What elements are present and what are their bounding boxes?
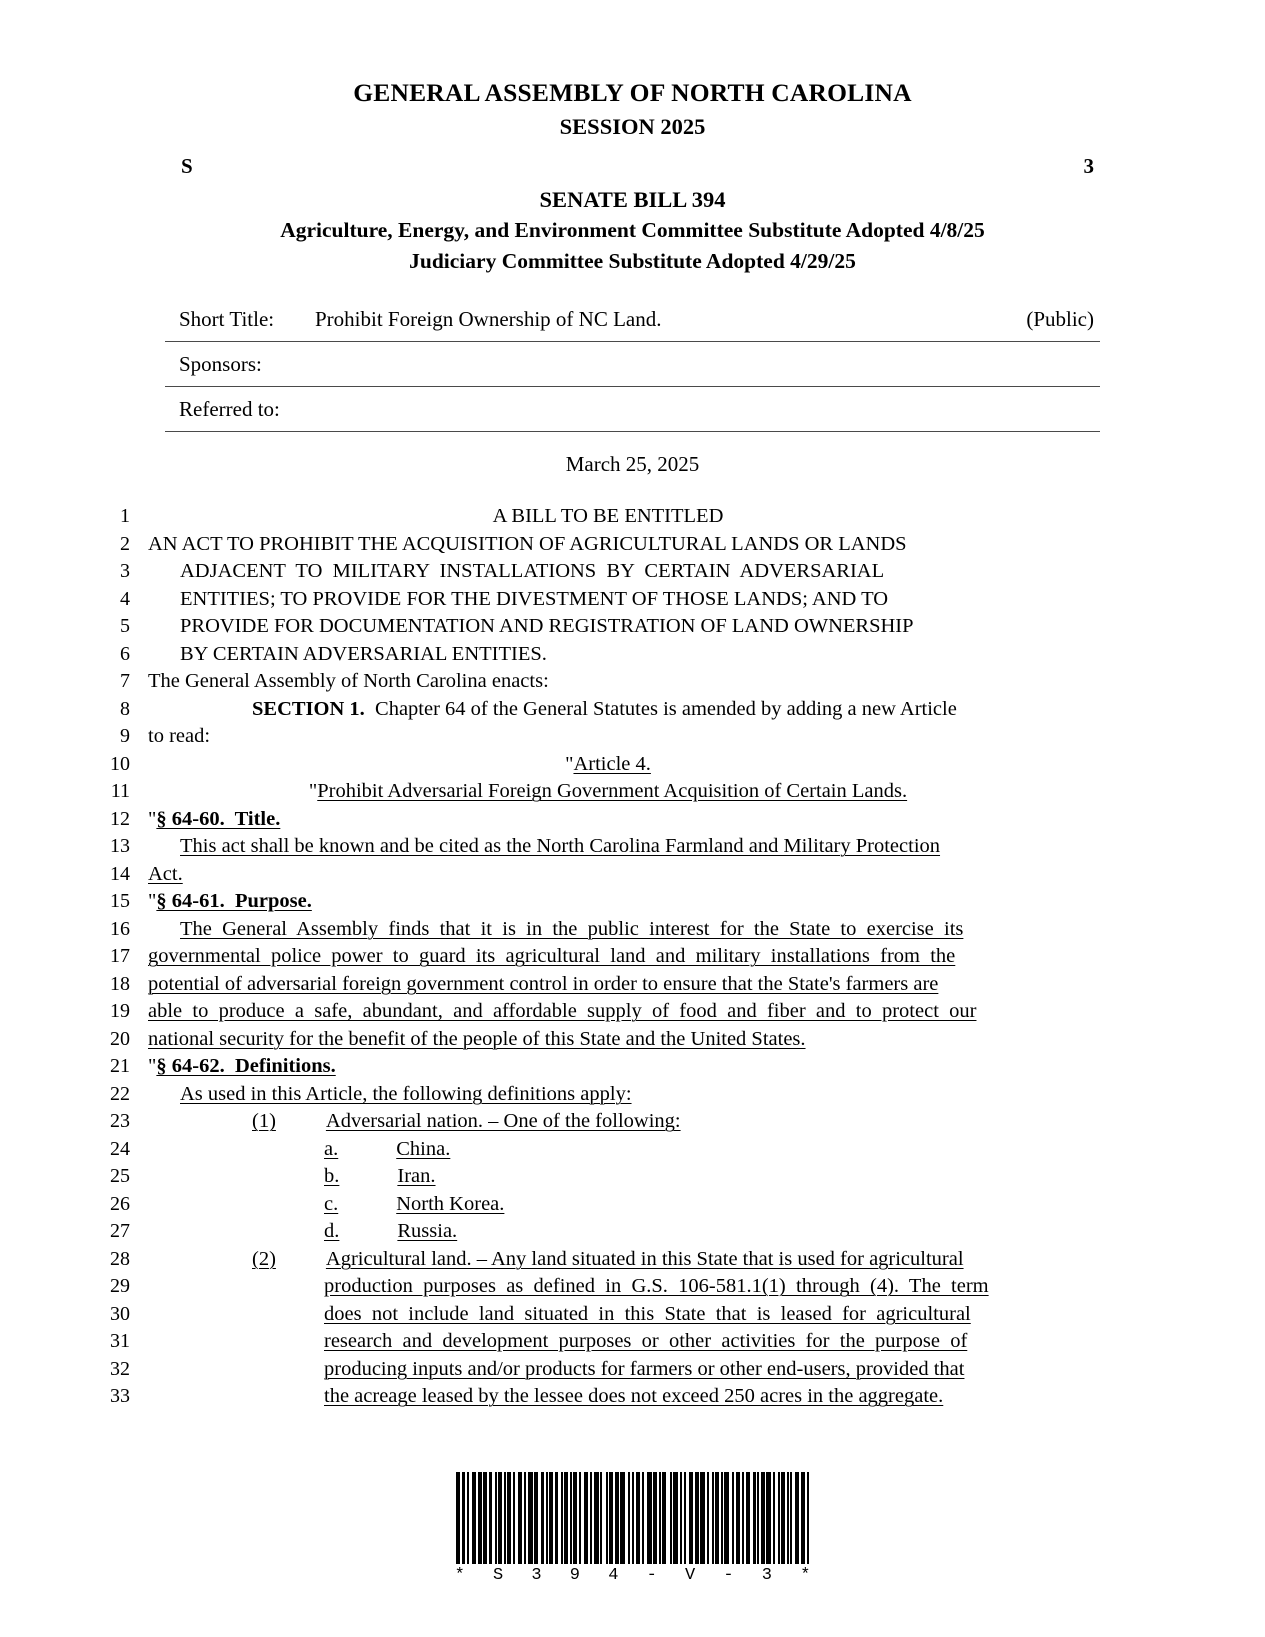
line-text: "§ 64-61. Purpose. — [148, 890, 312, 913]
filing-date: March 25, 2025 — [565, 452, 700, 477]
bill-text-body — [0, 505, 1265, 1413]
bill-line — [0, 1083, 1265, 1111]
bill-line — [0, 1193, 1265, 1221]
line-text: able to produce a safe, abundant, and affordable supply of food and fiber and to protect our — [148, 1000, 977, 1023]
bill-line — [0, 643, 1265, 671]
line-number: 12 — [110, 807, 130, 830]
line-text: A BILL TO BE ENTITLED — [492, 505, 724, 528]
bill-line — [0, 1028, 1265, 1056]
line-number: 28 — [110, 1247, 130, 1270]
line-number: 16 — [110, 917, 130, 940]
bill-line — [0, 1303, 1265, 1331]
line-number: 18 — [110, 972, 130, 995]
line-text: SECTION 1. Chapter 64 of the General Statutes is amended by adding a new Article — [252, 697, 957, 720]
bill-number: SENATE BILL 394 — [539, 186, 726, 212]
line-number: 23 — [110, 1110, 130, 1133]
bill-identification-block — [0, 186, 1265, 276]
bill-line — [0, 863, 1265, 891]
line-text: does not include land situated in this State that is leased for agricultural — [324, 1302, 971, 1325]
line-text: ENTITIES; TO PROVIDE FOR THE DIVESTMENT OF THOSE LANDS; AND TO — [180, 587, 889, 610]
line-number: 1 — [120, 505, 130, 528]
line-text: production purposes as defined in G.S. 106-581.1(1) through (4). The term — [324, 1275, 989, 1298]
bill-line — [0, 505, 1265, 533]
line-number: 14 — [110, 862, 130, 885]
line-text: As used in this Article, the following definitions apply: — [180, 1082, 632, 1105]
line-number: 11 — [110, 780, 130, 803]
short-title-label: Short Title: — [179, 306, 275, 331]
bill-line — [0, 1358, 1265, 1386]
line-text: c. North Korea. — [324, 1192, 505, 1215]
line-text: national security for the benefit of the people of this State and the United States. — [148, 1027, 806, 1050]
bill-line — [0, 615, 1265, 643]
line-text: This act shall be known and be cited as the North Carolina Farmland and Military Protection — [180, 835, 941, 858]
line-number: 20 — [110, 1027, 130, 1050]
line-number: 29 — [110, 1275, 130, 1298]
masthead — [0, 0, 1265, 140]
bill-line — [0, 670, 1265, 698]
line-number: 4 — [120, 587, 130, 610]
bill-line — [0, 725, 1265, 753]
line-number: 24 — [110, 1137, 130, 1160]
line-text: research and development purposes or other activities for the purpose of — [324, 1330, 968, 1353]
line-text: b. Iran. — [324, 1165, 436, 1188]
line-text: d. Russia. — [324, 1220, 458, 1243]
line-number: 3 — [120, 560, 130, 583]
line-text: potential of adversarial foreign government control in order to ensure that the State's farmers are — [148, 972, 939, 995]
bill-line — [0, 533, 1265, 561]
barcode-block — [0, 1459, 1265, 1585]
committee-substitute-1: Agriculture, Energy, and Environment Committee Substitute Adopted 4/8/25 — [280, 217, 985, 242]
bill-line — [0, 698, 1265, 726]
line-number: 13 — [110, 835, 130, 858]
line-number: 10 — [110, 752, 130, 775]
line-number: 6 — [120, 642, 130, 665]
line-number: 17 — [110, 945, 130, 968]
line-number: 19 — [110, 1000, 130, 1023]
barcode-label: * S 3 9 4 - V - 3 * — [454, 1566, 820, 1585]
committee-substitute-2: Judiciary Committee Substitute Adopted 4/29/25 — [409, 249, 856, 274]
line-number: 21 — [110, 1055, 130, 1078]
bill-line — [0, 918, 1265, 946]
line-text: "§ 64-62. Definitions. — [148, 1055, 336, 1078]
chamber-letter: S — [181, 153, 193, 178]
line-number: 33 — [110, 1385, 130, 1408]
line-text: ADJACENT TO MILITARY INSTALLATIONS BY CERTAIN ADVERSARIAL — [180, 560, 885, 583]
bill-line — [0, 560, 1265, 588]
short-title-value: Prohibit Foreign Ownership of NC Land. — [315, 306, 662, 331]
line-text: governmental police power to guard its agricultural land and military installations from the — [148, 945, 956, 968]
line-text: (1) Adversarial nation. – One of the following: — [252, 1110, 681, 1133]
bill-line — [0, 1385, 1265, 1413]
line-text: to read: — [148, 725, 211, 748]
bill-line — [0, 1220, 1265, 1248]
barcode-image — [456, 1472, 809, 1564]
bill-line — [0, 780, 1265, 808]
bill-line — [0, 1138, 1265, 1166]
edition-number: 3 — [1083, 153, 1094, 178]
bill-line — [0, 890, 1265, 918]
line-text: "Article 4. — [565, 752, 651, 775]
bill-line — [0, 1000, 1265, 1028]
bill-line — [0, 1275, 1265, 1303]
line-text: the acreage leased by the lessee does not exceed 250 acres in the aggregate. — [324, 1385, 944, 1408]
bill-line — [0, 1055, 1265, 1083]
line-text: a. China. — [324, 1137, 451, 1160]
line-text: Act. — [148, 862, 183, 885]
line-number: 32 — [110, 1357, 130, 1380]
line-text: "Prohibit Adversarial Foreign Government Acquisition of Certain Lands. — [308, 780, 908, 803]
bill-line — [0, 835, 1265, 863]
bill-line — [0, 753, 1265, 781]
line-text: The General Assembly finds that it is in the public interest for the State to exercise its — [180, 917, 964, 940]
line-text: The General Assembly of North Carolina enacts: — [148, 670, 549, 693]
public-marker: (Public) — [1026, 306, 1094, 331]
bill-line — [0, 1248, 1265, 1276]
bill-info-table — [165, 297, 1100, 432]
short-title-row — [165, 297, 1100, 342]
line-number: 9 — [120, 725, 130, 748]
line-number: 27 — [110, 1220, 130, 1243]
bill-line — [0, 1110, 1265, 1138]
bill-line — [0, 1165, 1265, 1193]
line-number: 22 — [110, 1082, 130, 1105]
line-text: BY CERTAIN ADVERSARIAL ENTITIES. — [180, 642, 547, 665]
bill-line — [0, 808, 1265, 836]
line-number: 5 — [120, 615, 130, 638]
line-number: 2 — [120, 532, 130, 555]
bill-line — [0, 973, 1265, 1001]
line-number: 26 — [110, 1192, 130, 1215]
line-number: 15 — [110, 890, 130, 913]
referred-to-row — [165, 387, 1100, 432]
line-number: 30 — [110, 1302, 130, 1325]
line-number: 8 — [120, 697, 130, 720]
chamber-row — [165, 154, 1100, 184]
line-number: 25 — [110, 1165, 130, 1188]
line-text: AN ACT TO PROHIBIT THE ACQUISITION OF AGRICULTURAL LANDS OR LANDS — [148, 532, 907, 555]
session-title: SESSION 2025 — [559, 113, 706, 139]
sponsors-label: Sponsors: — [179, 351, 262, 376]
assembly-title: GENERAL ASSEMBLY OF NORTH CAROLINA — [353, 78, 912, 107]
line-text: PROVIDE FOR DOCUMENTATION AND REGISTRATION OF LAND OWNERSHIP — [180, 615, 914, 638]
line-text: producing inputs and/or products for farmers or other end-users, provided that — [324, 1357, 965, 1380]
bill-line — [0, 588, 1265, 616]
line-text: (2) Agricultural land. – Any land situated in this State that is used for agricultural — [252, 1247, 964, 1270]
line-number: 7 — [120, 670, 130, 693]
referred-to-label: Referred to: — [179, 396, 280, 421]
bill-line — [0, 1330, 1265, 1358]
line-number: 31 — [110, 1330, 130, 1353]
line-text: "§ 64-60. Title. — [148, 807, 281, 830]
bill-line — [0, 945, 1265, 973]
sponsors-row — [165, 342, 1100, 387]
